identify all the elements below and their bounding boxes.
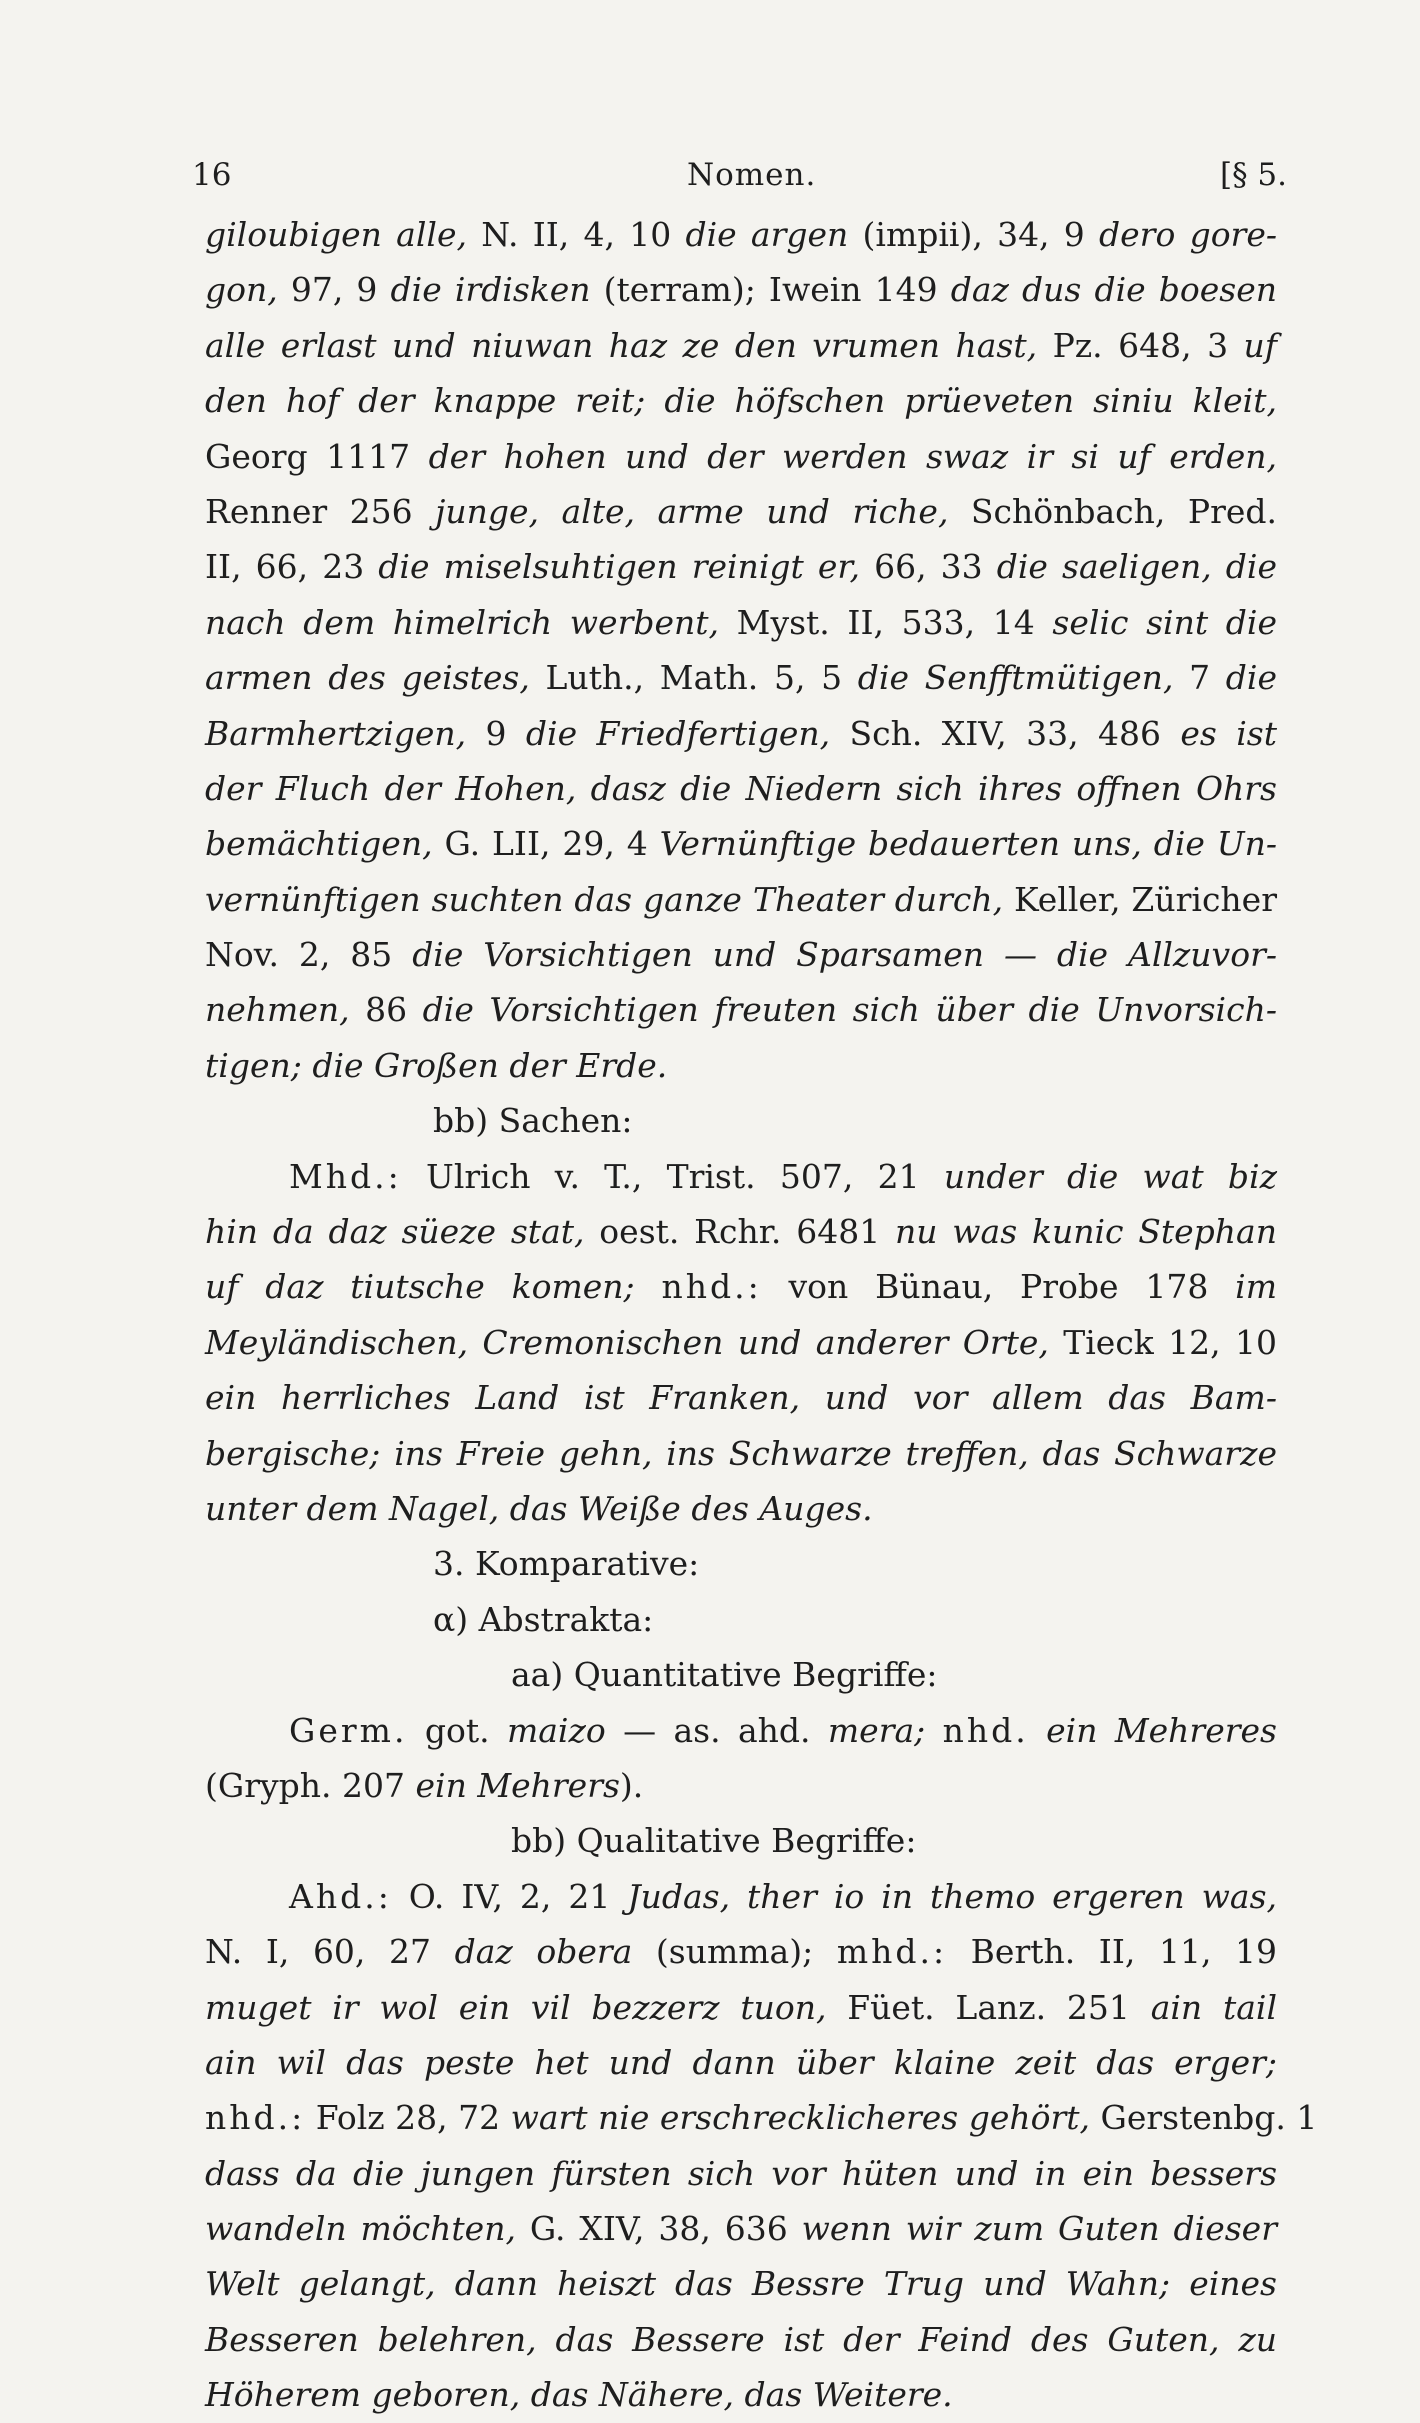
text-segment: 86 (349, 990, 423, 1030)
text-segment: (summa); (632, 1932, 837, 1972)
italic-text: muget ir wol ein vil bezzerz tuon, (205, 1987, 827, 2027)
text-line (205, 1536, 1277, 1591)
section-marker: [§ 5. (1219, 157, 1287, 193)
text-line (205, 1924, 1277, 1979)
italic-text: junge, alte, arme und riche, (435, 491, 949, 531)
italic-text: Vernünftige bedauerten uns, die Un- (659, 824, 1278, 864)
text-segment: — as. ahd. (605, 1710, 828, 1750)
italic-text: dero gore- (1099, 215, 1278, 254)
text-line (205, 816, 1277, 871)
italic-text: armen des geistes, (205, 658, 530, 698)
text-line (205, 318, 1277, 373)
text-line (205, 2090, 1318, 2145)
text-line (205, 1370, 1277, 1425)
text-segment: ). (619, 1765, 644, 1805)
italic-text: nu was kunic Stephan (894, 1212, 1277, 1252)
text-segment: Renner 256 (205, 491, 436, 531)
text-segment: N. II, 4, 10 (466, 215, 686, 254)
text-segment: bb) Sachen: (433, 1101, 633, 1141)
italic-text: gon, (205, 270, 278, 310)
text-segment: bb) Qualitative Begriffe: (511, 1821, 917, 1861)
text-line (205, 1813, 1277, 1868)
italic-text: dass da die jungen fürsten sich vor hüten und in ein bessers (205, 2153, 1277, 2193)
italic-text: nach dem himelrich werbent, (205, 602, 720, 642)
text-line (205, 595, 1277, 650)
italic-text: Besseren belehren, das Bessere ist der Feind des Guten, zu (205, 2319, 1277, 2359)
text-line (205, 1647, 1277, 1702)
text-segment: (impii), 34, 9 (848, 215, 1100, 254)
text-line (205, 2367, 1277, 2422)
text-line (205, 1204, 1277, 1259)
italic-text: es ist (1180, 713, 1277, 753)
text-segment (1029, 1711, 1046, 1750)
italic-text: Judas, ther io in themo ergeren was, (627, 1876, 1277, 1916)
text-segment: nhd.: (661, 1267, 762, 1307)
italic-text: uf daz tiutsche komen; (205, 1267, 635, 1307)
italic-text: die Senfftmütigen, (857, 658, 1174, 698)
text-segment: Folz 28, 72 (305, 2098, 511, 2138)
text-line (205, 1259, 1277, 1314)
text-segment: Tieck 12, 10 (1048, 1322, 1277, 1362)
italic-text: Welt gelangt, dann heiszt das Bessre Trug und Wahn; eines (205, 2264, 1277, 2304)
text-segment: G. XIV, 38, 636 (515, 2209, 802, 2249)
text-segment: nhd. (942, 1710, 1029, 1750)
text-line (205, 982, 1277, 1037)
italic-text: bemächtigen, (205, 824, 433, 864)
italic-text: Höherem geboren, das Nähere, das Weitere. (205, 2375, 953, 2415)
text-line (205, 262, 1277, 317)
text-segment: nhd.: (205, 2098, 306, 2138)
text-line (205, 484, 1277, 539)
italic-text: die irdisken (390, 270, 591, 310)
text-line (205, 1703, 1277, 1758)
text-line (205, 872, 1277, 927)
italic-text: hin da daz süeze stat, (205, 1212, 585, 1252)
text-line (205, 2035, 1277, 2090)
italic-text: nehmen, (205, 990, 350, 1030)
text-line (205, 1315, 1277, 1370)
text-line (205, 1592, 1277, 1647)
text-segment: 7 (1173, 658, 1226, 698)
text-line (205, 927, 1277, 982)
text-line (205, 1758, 1277, 1813)
text-line (205, 207, 1277, 262)
italic-text: die (1225, 658, 1277, 698)
text-line (205, 1980, 1277, 2035)
text-line (205, 1093, 1277, 1148)
text-segment: (terram); Iwein 149 (590, 270, 951, 310)
italic-text: maizo (506, 1710, 606, 1750)
text-segment: II, 66, 23 (205, 547, 379, 587)
text-segment: oest. Rchr. 6481 (584, 1212, 895, 1252)
italic-text: die Vorsichtigen und Sparsamen — die Allzuvor- (412, 935, 1277, 975)
italic-text: ein herrliches Land ist Franken, und vor allem das Bam- (205, 1378, 1277, 1418)
text-segment: Gerstenbg. 1 (1090, 2098, 1318, 2138)
italic-text: im (1235, 1267, 1278, 1307)
italic-text: der hohen und der werden swaz ir si uf erden, (428, 436, 1277, 476)
italic-text: tigen; die Großen der Erde. (205, 1045, 668, 1085)
text-segment: Keller, Züricher (1003, 879, 1277, 919)
italic-text: ein Mehreres (1046, 1710, 1277, 1750)
italic-text: giloubigen alle, (205, 215, 467, 254)
page-number: 16 (192, 157, 232, 193)
text-segment: Pz. 648, 3 (1037, 325, 1244, 365)
text-segment: von Bünau, Probe 178 (761, 1267, 1236, 1307)
text-line (205, 2146, 1277, 2201)
running-header (192, 150, 1287, 200)
text-segment: Schönbach, Pred. (948, 491, 1278, 531)
text-segment (925, 1711, 942, 1750)
text-segment: α) Abstrakta: (433, 1599, 654, 1639)
text-line (205, 1426, 1277, 1481)
text-segment: Berth. II, 11, 19 (947, 1932, 1278, 1972)
italic-text: die argen (685, 215, 849, 254)
italic-text: Barmhertzigen, (205, 713, 467, 753)
text-segment: Sch. XIV, 33, 486 (830, 713, 1181, 753)
text-line (205, 650, 1277, 705)
text-line (205, 706, 1277, 761)
text-line (205, 2256, 1277, 2311)
text-segment: Füet. Lanz. 251 (826, 1987, 1151, 2027)
text-segment: Luth., Math. 5, 5 (529, 658, 858, 698)
italic-text: daz obera (454, 1932, 633, 1972)
italic-text: bergische; ins Freie gehn, ins Schwarze treffen, das Schwarze (205, 1433, 1277, 1473)
text-line (205, 373, 1277, 428)
text-line (205, 1869, 1277, 1924)
text-segment: aa) Quantitative Begriffe: (511, 1655, 938, 1695)
italic-text: der Fluch der Hohen, dasz die Niedern sich ihres offnen Ohrs (205, 768, 1277, 808)
text-segment: 3. Komparative: (433, 1544, 700, 1584)
italic-text: mera; (827, 1710, 926, 1750)
italic-text: die saeligen, die (996, 547, 1277, 587)
text-segment: Georg 1117 (205, 436, 429, 476)
text-segment: 9 (466, 713, 526, 753)
text-segment: Ulrich v. T., Trist. 507, 21 (401, 1156, 944, 1196)
italic-text: under die wat biz (943, 1156, 1277, 1196)
italic-text: daz dus die boesen (950, 270, 1277, 310)
text-segment: mhd.: (836, 1932, 948, 1972)
text-line (205, 2201, 1277, 2256)
italic-text: Meyländischen, Cremonischen und anderer Orte, (205, 1322, 1049, 1362)
italic-text: unter dem Nagel, das Weiße des Auges. (205, 1488, 873, 1528)
italic-text: ein Mehrers (415, 1765, 620, 1805)
italic-text: uf (1243, 325, 1278, 365)
text-segment: got. (407, 1710, 507, 1750)
text-line (205, 1481, 1277, 1536)
text-segment: O. IV, 2, 21 (391, 1876, 628, 1916)
text-segment: 97, 9 (277, 270, 391, 310)
italic-text: die Vorsichtigen freuten sich über die Unvorsich- (422, 990, 1277, 1030)
text-line (205, 429, 1277, 484)
italic-text: ain wil das peste het und dann über klaine zeit das erger; (205, 2042, 1277, 2082)
italic-text: ain tail (1150, 1987, 1278, 2027)
italic-text: die miselsuhtigen reinigt er, (378, 547, 861, 587)
italic-text: den hof der knappe reit; die höfschen prüeveten siniu kleit, (205, 381, 1277, 421)
text-segment: Germ. (289, 1710, 408, 1750)
italic-text: wart nie erschrecklicheres gehört, (510, 2098, 1091, 2138)
text-line (205, 1038, 1277, 1093)
text-segment: Mhd.: (289, 1156, 402, 1196)
text-segment: Ahd.: (289, 1876, 392, 1916)
page-body (205, 207, 1318, 2423)
italic-text: wandeln möchten, (205, 2209, 516, 2249)
text-line (205, 1149, 1277, 1204)
italic-text: vernünftigen suchten das ganze Theater durch, (205, 879, 1004, 919)
text-segment: (Gryph. 207 (205, 1765, 416, 1805)
italic-text: alle erlast und niuwan haz ze den vrumen hast, (205, 325, 1038, 365)
text-segment (635, 1267, 662, 1306)
text-line (205, 761, 1277, 816)
text-segment: G. LII, 29, 4 (432, 824, 660, 864)
text-segment: 66, 33 (860, 547, 997, 587)
text-line (205, 539, 1277, 594)
text-segment: N. I, 60, 27 (205, 1932, 455, 1972)
italic-text: wenn wir zum Guten dieser (801, 2209, 1277, 2249)
running-title: Nomen. (687, 157, 817, 193)
italic-text: selic sint die (1052, 602, 1277, 642)
text-segment: Nov. 2, 85 (205, 935, 413, 975)
text-segment: Myst. II, 533, 14 (719, 602, 1053, 642)
text-line (205, 2312, 1277, 2367)
italic-text: die Friedfertigen, (525, 713, 831, 753)
